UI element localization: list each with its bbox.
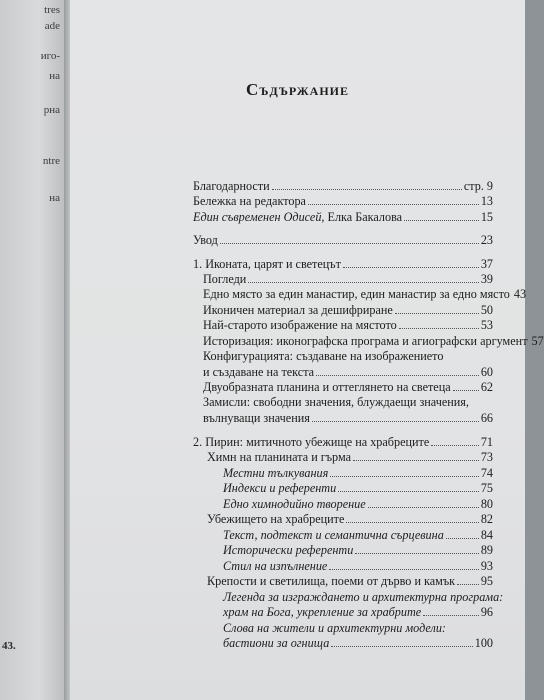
toc-entry: Един съвременен Одисей, Елка Бакалова 15 — [193, 210, 493, 224]
toc-entry: Погледи 39 — [203, 272, 493, 286]
book-page — [70, 0, 544, 700]
left-page-fragment: иго- — [40, 50, 60, 62]
toc-entry: вълнуващи значения 66 — [203, 411, 493, 425]
toc-entry: Иконичен материал за дешифриране 50 — [203, 303, 493, 317]
toc-page-number: 80 — [480, 497, 493, 511]
toc-entry: Индекси и референти 75 — [223, 481, 493, 495]
toc-entry: бастиони за огнища 100 — [223, 636, 493, 650]
leader-dots — [329, 569, 478, 570]
leader-dots — [353, 460, 479, 461]
toc-entry-line: Слова на жители и архитектурни модели: — [223, 621, 446, 635]
toc-entry: и създаване на текста 60 — [203, 365, 493, 379]
toc-page-number: 15 — [480, 210, 493, 224]
toc-page-number: 95 — [480, 574, 493, 588]
toc-entry-line: Легенда за изграждането и архитектурна програма: — [223, 590, 504, 604]
left-facing-page — [0, 0, 64, 700]
toc-page-number: 74 — [480, 466, 493, 480]
toc-entry: Стил на изпълнение 93 — [223, 559, 493, 573]
toc-page-number: 75 — [480, 481, 493, 495]
toc-page-number: 23 — [480, 233, 493, 247]
toc-page-number: 82 — [480, 512, 493, 526]
toc-page-number: 96 — [480, 605, 493, 619]
toc-page-number: 62 — [480, 380, 493, 394]
toc-entry: Увод 23 — [193, 233, 493, 247]
toc-page-number: 66 — [480, 411, 493, 425]
toc-entry: Благодарности стр. 9 — [193, 179, 493, 193]
left-page-fragment: рна — [43, 104, 60, 116]
toc-entry: Историзация: иконографска програма и агиографски аргумент 57 — [203, 334, 544, 348]
toc-entry-line: Замисли: свободни значения, блуждаещи значения, — [203, 395, 469, 409]
leader-dots — [457, 584, 479, 585]
toc-entry: Текст, подтекст и семантична сърцевина 84 — [223, 528, 493, 542]
toc-entry: Двуобразната планина и оттеглянето на светеца 62 — [203, 380, 493, 394]
toc-entry: Едно химнодийно творение 80 — [223, 497, 493, 511]
leader-dots — [368, 507, 479, 508]
toc-entry: 1. Иконата, царят и светецът 37 — [193, 257, 493, 271]
leader-dots — [395, 313, 479, 314]
toc-page-number: 93 — [480, 559, 493, 573]
toc-entry: Бележка на редактора 13 — [193, 194, 493, 208]
toc-page-number: 43 — [513, 287, 527, 301]
toc-page-number: 53 — [480, 318, 493, 332]
toc-page-number: стр. 9 — [463, 179, 493, 193]
left-page-number: 43. — [2, 640, 16, 652]
leader-dots — [308, 204, 479, 205]
leader-dots — [404, 220, 479, 221]
toc-page-number: 37 — [480, 257, 493, 271]
leader-dots — [316, 375, 479, 376]
left-page-fragment: tres — [44, 4, 60, 16]
toc-entry: Химн на планината и гърма 73 — [207, 450, 493, 464]
page-title: Съдържание — [245, 80, 349, 99]
toc-entry: Убежището на храбреците 82 — [207, 512, 493, 526]
leader-dots — [220, 243, 479, 244]
toc-page-number: 73 — [480, 450, 493, 464]
left-page-fragment: на — [49, 70, 60, 82]
leader-dots — [355, 553, 478, 554]
toc-page-number: 13 — [480, 194, 493, 208]
leader-dots — [431, 445, 479, 446]
left-page-fragment: ntre — [42, 155, 60, 167]
toc-entry: Едно място за един манастир, един манастир за едно място 43 — [203, 287, 527, 301]
toc-page-number: 71 — [480, 435, 493, 449]
leader-dots — [272, 189, 462, 190]
leader-dots — [312, 421, 479, 422]
leader-dots — [248, 282, 478, 283]
left-page-fragment: на — [49, 192, 60, 204]
toc-entry: Най-старото изображение на мястото 53 — [203, 318, 493, 332]
toc-page-number: 60 — [480, 365, 493, 379]
toc-entry-line: Конфигурацията: създаване на изображението — [203, 349, 444, 363]
leader-dots — [346, 522, 478, 523]
toc-page-number: 39 — [480, 272, 493, 286]
leader-dots — [399, 328, 479, 329]
toc-entry: Крепости и светилища, поеми от дърво и камък 95 — [207, 574, 493, 588]
leader-dots — [446, 538, 479, 539]
leader-dots — [331, 646, 472, 647]
leader-dots — [330, 476, 479, 477]
toc-page-number: 100 — [474, 636, 493, 650]
toc-page-number: 84 — [480, 528, 493, 542]
leader-dots — [423, 615, 479, 616]
toc-page-number: 89 — [480, 543, 493, 557]
toc-entry: Местни тълкувания 74 — [223, 466, 493, 480]
leader-dots — [453, 390, 479, 391]
left-page-fragment: ade — [44, 20, 60, 32]
toc-entry: Исторически референти 89 — [223, 543, 493, 557]
leader-dots — [343, 267, 479, 268]
toc-entry: 2. Пирин: митичното убежище на храбреците 71 — [193, 435, 493, 449]
leader-dots — [338, 491, 479, 492]
toc-page-number: 50 — [480, 303, 493, 317]
toc-entry: храм на Бога, укрепление за храбрите 96 — [223, 605, 493, 619]
toc-page-number: 57 — [531, 334, 544, 348]
